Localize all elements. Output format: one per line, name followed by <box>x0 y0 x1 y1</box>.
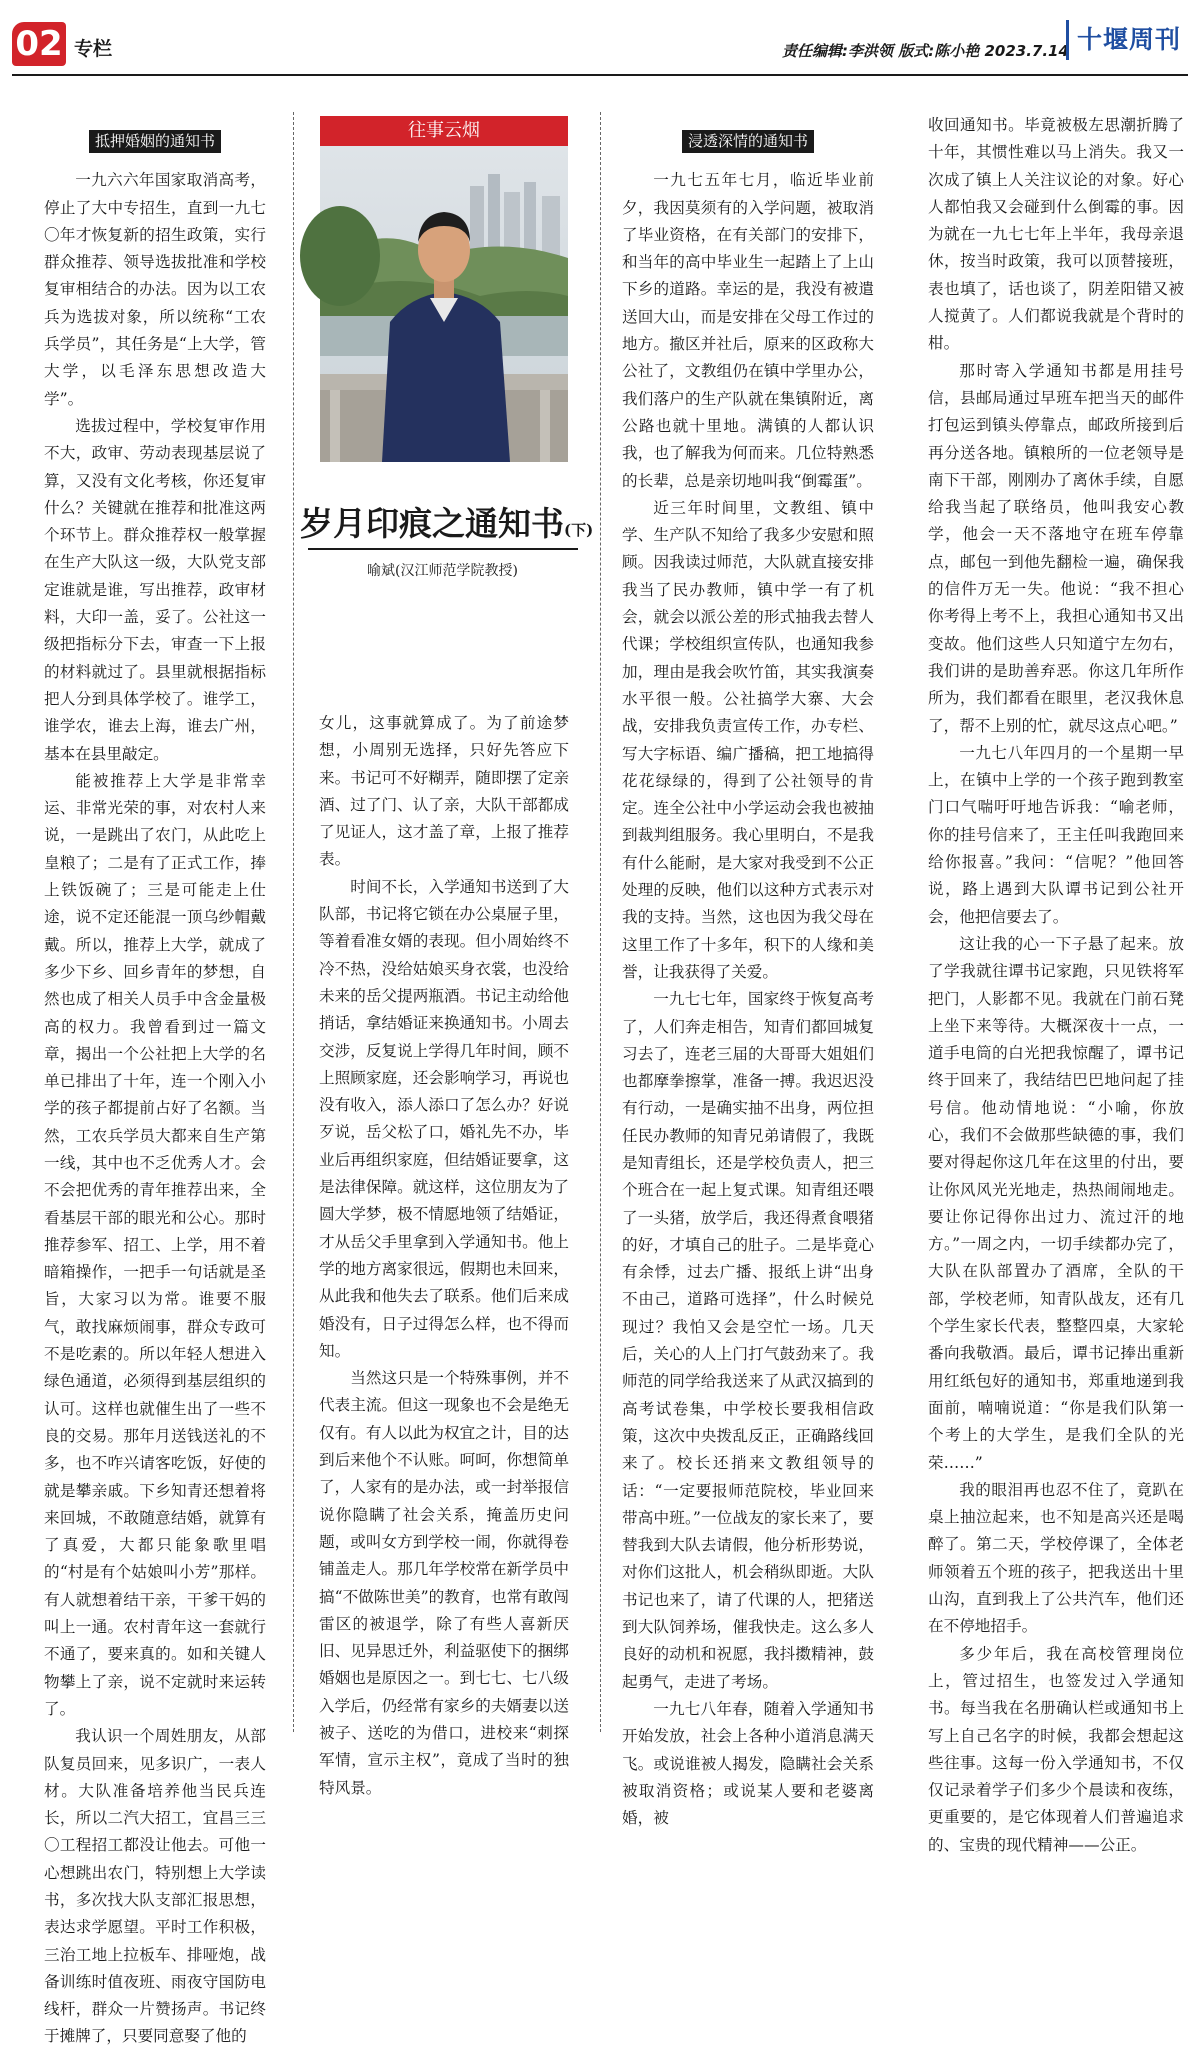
paragraph: 一九七五年七月，临近毕业前夕，我因莫须有的入学问题，被取消了毕业资格，在有关部门的安排下，和当年的高中毕业生一起踏上了上山下乡的道路。幸运的是，我没有被遣送回大山，而是安排在父母工作过的地方。撤区并社后，原来的区政称大公社了，文教组仍在镇中学里办公，我们落户的生产队就在集镇附近，离公路也就十里地。满镇的人都认识我，也了解我为何而来。几位特熟悉的长辈，总是亲切地叫我“倒霉蛋”。 <box>622 171 874 490</box>
editor-credits: 责任编辑:李洪领 版式:陈小艳 2023.7.14 <box>782 42 1069 60</box>
article-title-text: 岁月印痕之通知书 <box>300 504 564 543</box>
masthead-logo <box>1066 20 1184 60</box>
paragraph: 我的眼泪再也忍不住了，竟趴在桌上抽泣起来，也不知是高兴还是喝醉了。第二天，学校停课了，全体老师领着五个班的孩子，把我送出十里山沟，直到我上了公共汽车，他们还在不停地招手。 <box>928 1480 1184 1636</box>
author-photo <box>320 146 568 462</box>
title-rule <box>308 548 578 550</box>
article-title-suffix: (下) <box>564 521 594 539</box>
column-1 <box>44 128 266 2046</box>
paragraph: 女儿，这事就算成了。为了前途梦想，小周别无选择，只好先答应下来。书记可不好糊弄，随即摆了定亲酒、过了门、认了亲，大队干部都成了见证人，这才盖了章，上报了推荐表。 <box>319 714 569 869</box>
section-label: 专栏 <box>74 38 113 60</box>
paragraph: 这让我的心一下子悬了起来。放了学我就往谭书记家跑，只见铁将军把门，人影都不见。我就在门前石凳上坐下来等待。大概深夜十一点，一道手电筒的白光把我惊醒了，谭书记终于回来了，我结结巴巴地问起了挂号信。他动情地说：“小喻，你放心，我们不会做那些缺德的事，我们要对得起你这几年在这里的付出，要让你风风光光地走，热热闹闹地走。要让你记得你出过力、流过汗的地方。”一周之内，一切手续都办完了，大队在队部置办了酒席，全队的干部，学校老师，知青队战友，还有几个学生家长代表，整整四桌，大家轮番向我敬酒。最后，谭书记捧出重新用红纸包好的通知书，郑重地递到我面前，喃喃说道：“你是我们队第一个考上的大学生，是我们全队的光荣……” <box>928 934 1184 1472</box>
author-photo-image <box>320 146 568 462</box>
column-divider <box>293 112 294 1732</box>
column-divider <box>600 112 601 1732</box>
masthead-title: 十堰周刊 <box>1077 25 1182 54</box>
subheading-2 <box>622 128 874 155</box>
column-3 <box>622 128 874 1828</box>
column-2 <box>319 710 569 1797</box>
subheading-1 <box>44 128 266 155</box>
paragraph: 我认识一个周姓朋友，从部队复员回来，见多识广，一表人材。大队准备培养他当民兵连长，所以二汽大招工，宜昌三三〇工程招工都没让他去。可他一心想跳出农门，特别想上大学读书，多次找大队支部汇报思想，表达求学愿望。平时工作积极，三治工地上拉板车、排哑炮，战备训练时值夜班、雨夜守国防电线杆，群众一片赞扬声。书记终于摊牌了，只要同意娶了他的 <box>44 1727 266 2046</box>
paragraph: 能被推荐上大学是非常幸运、非常光荣的事，对农村人来说，一是跳出了农门，从此吃上皇粮了；二是有了正式工作，捧上铁饭碗了；三是可能走上仕途，说不定还能混一顶乌纱帽戴戴。所以，推荐上大学，就成了多少下乡、回乡青年的梦想，自然也成了相关人员手中含金量极高的权力。我曾看到过一篇文章，揭出一个公社把上大学的名单已排出了十年，连一个刚入小学的孩子都提前占好了名额。当然，工农兵学员大都来自生产第一线，其中也不乏优秀人才。会不会把优秀的青年推荐出来，全看基层干部的眼光和公心。那时推荐参军、招工、上学，用不着暗箱操作，一把手一句话就是圣旨，大家习以为常。谁要不服气，敢找麻烦闹事，群众专政可不是吃素的。所以年轻人想进入绿色通道，必须得到基层组织的认可。这样也就催生出了一些不良的交易。那年月送钱送礼的不多，也不咋兴请客吃饭，好使的就是攀亲戚。下乡知青还想着将来回城，不敢随意结婚，就算有了真爱，大都只能象歌里唱的“村是有个姑娘叫小芳”那样。有人就想着结干亲，干爹干妈的叫上一通。农村青年这一套就行不通了，要来真的。如和关键人物攀上了亲，说不定就时来运转了。 <box>44 771 266 1718</box>
paragraph: 那时寄入学通知书都是用挂号信，县邮局通过早班车把当天的邮件打包运到镇头停靠点，邮政所接到后再分送各地。镇粮所的一位老领导是南下干部，刚刚办了离休手续，自愿给我当起了联络员，他叫我安心教学，他会一天不落地守在班车停靠点，邮包一到他先翻检一遍，确保我的信件万无一失。他说：“我不担心你考得上考不上，我担心通知书又出变故。他们这些人只知道宁左勿右，我们讲的是助善弃恶。你这几年所作所为，我们都看在眼里，老汉我休息了，帮不上别的忙，就尽这点心吧。” <box>928 361 1184 735</box>
subheading-1-text: 抵押婚姻的通知书 <box>89 130 221 153</box>
paragraph: 收回通知书。毕竟被极左思潮折腾了十年，其惯性难以马上消失。我又一次成了镇上人关注议论的对象。好心人都怕我又会碰到什么倒霉的事。因为就在一九七七年上半年，我母亲退休，按当时政策，我可以顶替接班，表也填了，话也谈了，阴差阳错又被人搅黄了。人们都说我就是个背时的柑。 <box>928 116 1184 353</box>
paragraph: 时间不长，入学通知书送到了大队部，书记将它锁在办公桌屉子里，等着看准女婿的表现。但小周始终不冷不热，没给姑娘买身衣裳，也没给未来的岳父提两瓶酒。书记主动给他捎话，拿结婚证来换通知书。小周去交涉，反复说上学得几年时间，顾不上照顾家庭，还会影响学习，再说也没有收入，添人添口了怎么办？好说歹说，岳父松了口，婚礼先不办，毕业后再组织家庭，但结婚证要拿，这是法律保障。就这样，这位朋友为了圆大学梦，极不情愿地领了结婚证，才从岳父手里拿到入学通知书。他上学的地方离家很远，假期也未回来，从此我和他失去了联系。他们后来成婚没有，日子过得怎么样，也不得而知。 <box>319 877 569 1360</box>
paragraph: 一九七八年春，随着入学通知书开始发放，社会上各种小道消息满天飞。或说谁被人揭发，隐瞒社会关系被取消资格；或说某人要和老婆离婚，被 <box>622 1699 874 1828</box>
paragraph: 选拔过程中，学校复审作用不大，政审、劳动表现基层说了算，又没有文化考核，你还复审什么？关键就在推荐和批准这两个环节上。群众推荐权一般掌握在生产大队这一级，大队党支部定谁就是谁，写出推荐，政审材料，大印一盖，妥了。公社这一级把指标分下去，审查一下上报的材料就过了。县里就根据指标把人分到具体学校了。谁学工，谁学农，谁去上海，谁去广州，基本在县里敲定。 <box>44 416 266 763</box>
paragraph: 一九七八年四月的一个星期一早上，在镇中上学的一个孩子跑到教室门口气喘吁吁地告诉我：“喻老师，你的挂号信来了，王主任叫我跑回来给你报喜。”我问：“信呢？”他回答说，路上遇到大队谭书记到公社开会，他把信要去了。 <box>928 743 1184 926</box>
subheading-2-text: 浸透深情的通知书 <box>682 130 814 153</box>
page-number: 02 <box>12 22 66 66</box>
paragraph: 一九六六年国家取消高考，停止了大中专招生，直到一九七〇年才恢复新的招生政策，实行群众推荐、领导选拔批准和学校复审相结合的办法。因为以工农兵为选拔对象，所以统称“工农兵学员”，其任务是“上大学，管大学，以毛泽东思想改造大学”。 <box>44 171 266 408</box>
page-header <box>0 0 1200 90</box>
column-banner: 往事云烟 <box>320 116 568 146</box>
article-title <box>300 498 594 545</box>
paragraph: 近三年时间里，文教组、镇中学、生产队不知给了我多少安慰和照顾。因我读过师范，大队就直接安排我当了民办教师，镇中学一有了机会，就会以派公差的形式抽我去替人代课；学校组织宣传队，也通知我参加，理由是我会吹竹笛，其实我演奏水平很一般。公社搞学大寨、大会战，安排我负责宣传工作，办专栏、写大字标语、编广播稿，把工地搞得花花绿绿的，得到了公社领导的肯定。连全公社中小学运动会我也被抽到裁判组服务。我心里明白，不是我有什么能耐，是大家对我受到不公正处理的反映，他们以这种方式表示对我的支持。当然，这也因为我父母在这里工作了十多年，积下的人缘和美誉，让我获得了关爱。 <box>622 498 874 981</box>
paragraph: 多少年后，我在高校管理岗位上，管过招生，也签发过入学通知书。每当我在名册确认栏或通知书上写上自己名字的时候，我都会想起这些往事。这每一份入学通知书，不仅仅记录着学子们多少个晨读和夜练，更重要的，是它体现着人们普遍追求的、宝贵的现代精神——公正。 <box>928 1644 1184 1854</box>
byline: 喻斌(汉江师范学院教授) <box>367 563 518 579</box>
paragraph: 一九七七年，国家终于恢复高考了，人们奔走相告，知青们都回城复习去了，连老三届的大哥哥大姐姐们也都摩拳擦掌，准备一搏。我迟迟没有行动，一是确实抽不出身，两位担任民办教师的知青兄弟请假了，我既是知青组长，还是学校负责人，把三个班合在一起上复式课。知青组还喂了一头猪，放学后，我还得煮食喂猪的好，才填自己的肚子。二是毕竟心有余悸，过去广播、报纸上讲“出身不由己，道路可选择”，什么时候兑现过？我怕又会是空忙一场。几天后，关心的人上门打气鼓劲来了。我师范的同学给我送来了从武汉搞到的高考试卷集，中学校长要我相信政策，这次中央拨乱反正，正确路线回来了。校长还捎来文教组领导的话：“一定要报师范院校，毕业回来带高中班。”一位战友的家长来了，要替我到大队去请假，他分析形势说，对你们这批人，机会稍纵即逝。大队书记也来了，请了代课的人，把猪送到大队饲养场，催我快走。这么多人良好的动机和祝愿，我抖擞精神，鼓起勇气，走进了考场。 <box>622 990 874 1691</box>
column-4 <box>928 112 1184 1854</box>
header-rule <box>12 74 1188 76</box>
paragraph: 当然这只是一个特殊事例，并不代表主流。但这一现象也不会是绝无仅有。有人以此为权宜之计，目的达到后来他个不认账。呵呵，你想简单了，人家有的是办法，或一封举报信说你隐瞒了社会关系，掩盖历史问题，或叫女方到学校一闹，你就得卷铺盖走人。那几年学校常在新学员中搞“不做陈世美”的教育，也常有敢闯雷区的被退学，除了有些人喜新厌旧、见异思迁外，利益驱使下的捆绑婚姻也是原因之一。到七七、七八级入学后，仍经常有家乡的夫婿妻以送被子、送吃的为借口，进校来“刺探军情，宣示主权”，竟成了当时的独特风景。 <box>319 1369 569 1797</box>
